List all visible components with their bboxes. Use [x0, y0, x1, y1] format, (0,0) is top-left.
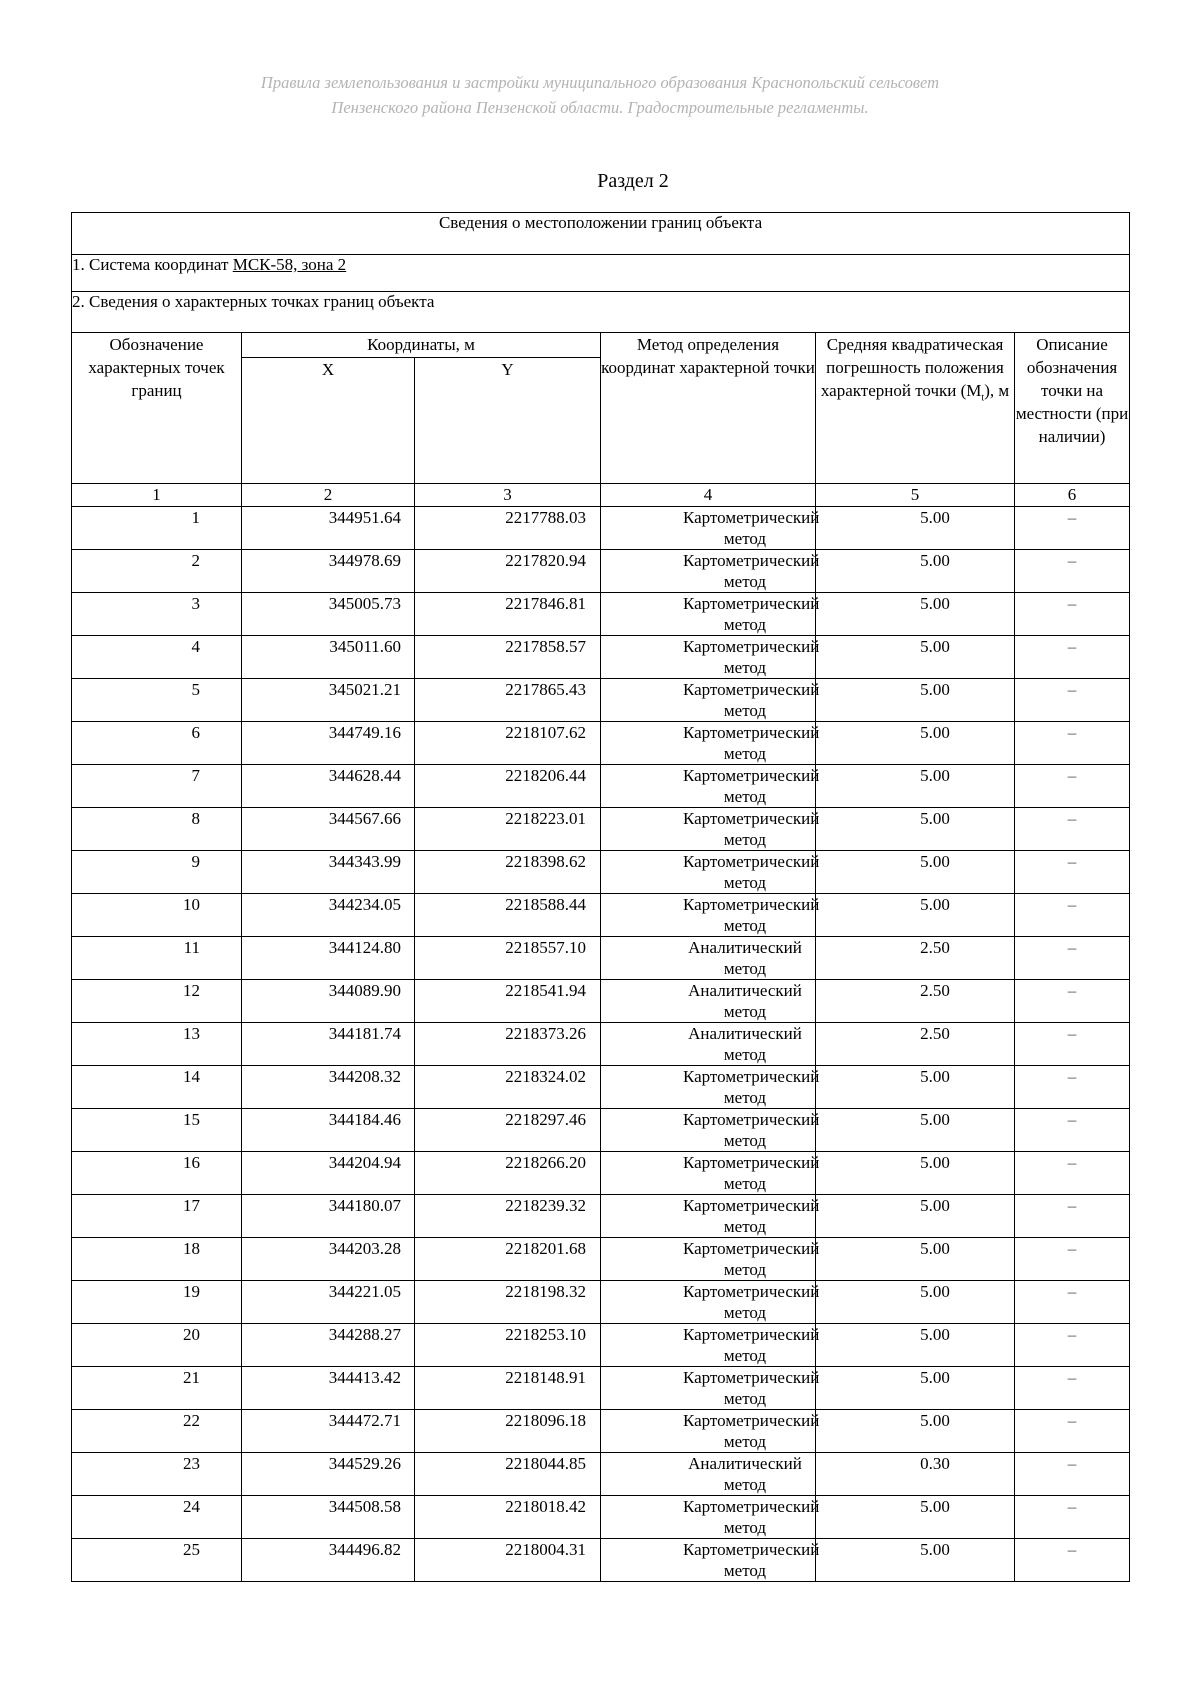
method: [601, 1324, 820, 1367]
coord-x: 344208.32: [242, 1066, 415, 1109]
description: –: [1015, 1152, 1130, 1195]
coord-x: 344234.05: [242, 894, 415, 937]
point-number: 3: [72, 593, 242, 636]
description: –: [1015, 507, 1130, 550]
coord-x: 345005.73: [242, 593, 415, 636]
description: –: [1015, 593, 1130, 636]
coord-x: 344203.28: [242, 1238, 415, 1281]
mean-error: 2.50: [816, 980, 1015, 1023]
mean-error: 5.00: [816, 1109, 1015, 1152]
method-text: Картометрический метод: [683, 852, 820, 892]
method-text: Картометрический метод: [683, 508, 820, 548]
coord-x: 344204.94: [242, 1152, 415, 1195]
mean-error: 2.50: [816, 937, 1015, 980]
running-header-line-1: Правила землепользования и застройки муниципального образования Краснопольский сельсовет: [260, 73, 940, 92]
method-text: Картометрический метод: [683, 1325, 820, 1365]
coord-x: 344529.26: [242, 1453, 415, 1496]
coord-x: 344508.58: [242, 1496, 415, 1539]
method-text: Картометрический метод: [683, 723, 820, 763]
method-text: Картометрический метод: [683, 637, 820, 677]
method: [601, 1195, 820, 1238]
running-header-line-2: Пензенского района Пензенской области. Градостроительные регламенты.: [331, 98, 869, 117]
section-title: Раздел 2: [597, 170, 669, 192]
method: [601, 1109, 820, 1152]
coord-y: 2218373.26: [415, 1023, 601, 1066]
point-number: 9: [72, 851, 242, 894]
method: [601, 1367, 820, 1410]
column-number: 2: [242, 484, 415, 507]
method: [601, 808, 820, 851]
coord-x: 344413.42: [242, 1367, 415, 1410]
mean-error: 5.00: [816, 1496, 1015, 1539]
method-text: Картометрический метод: [683, 895, 820, 935]
coord-y: 2218096.18: [415, 1410, 601, 1453]
description: –: [1015, 851, 1130, 894]
mean-error: 5.00: [816, 1066, 1015, 1109]
point-number: 16: [72, 1152, 242, 1195]
mean-error: 5.00: [816, 1410, 1015, 1453]
description: –: [1015, 1324, 1130, 1367]
coord-y: 2218107.62: [415, 722, 601, 765]
description: –: [1015, 1023, 1130, 1066]
column-number: 5: [816, 484, 1015, 507]
point-number: 7: [72, 765, 242, 808]
coord-x: 344221.05: [242, 1281, 415, 1324]
table-row: [72, 722, 1130, 765]
method-text: Картометрический метод: [683, 1497, 820, 1537]
mean-error: 5.00: [816, 765, 1015, 808]
table-row: [72, 1023, 1130, 1066]
point-number: 2: [72, 550, 242, 593]
method-text: Аналитический метод: [688, 1024, 802, 1064]
coord-y: 2218253.10: [415, 1324, 601, 1367]
coord-y: 2218266.20: [415, 1152, 601, 1195]
coord-x: 344089.90: [242, 980, 415, 1023]
description: –: [1015, 636, 1130, 679]
column-number: 3: [415, 484, 601, 507]
description: –: [1015, 980, 1130, 1023]
coord-x: 344124.80: [242, 937, 415, 980]
coordinate-system-value: МСК-58, зона 2: [232, 255, 347, 274]
coord-x: 344496.82: [242, 1539, 415, 1582]
col-header-y: Y: [415, 358, 601, 484]
coord-y: 2218018.42: [415, 1496, 601, 1539]
method-text: Картометрический метод: [683, 1110, 820, 1150]
point-number: 13: [72, 1023, 242, 1066]
col-header-method: Метод определения координат характерной точки: [601, 333, 816, 484]
method-text: Картометрический метод: [683, 1282, 820, 1322]
table-row: [72, 636, 1130, 679]
table-row: [72, 894, 1130, 937]
method-text: Картометрический метод: [683, 1540, 820, 1580]
mean-error: 5.00: [816, 1281, 1015, 1324]
mean-error: 5.00: [816, 507, 1015, 550]
coord-y: 2218206.44: [415, 765, 601, 808]
point-number: 25: [72, 1539, 242, 1582]
coord-y: 2218557.10: [415, 937, 601, 980]
point-number: 6: [72, 722, 242, 765]
coord-y: 2218201.68: [415, 1238, 601, 1281]
coord-x: 344184.46: [242, 1109, 415, 1152]
point-number: 17: [72, 1195, 242, 1238]
method: [601, 636, 820, 679]
coord-y: 2217865.43: [415, 679, 601, 722]
mean-error: 5.00: [816, 1238, 1015, 1281]
coord-x: 345011.60: [242, 636, 415, 679]
boundary-points-table: [71, 212, 1130, 1582]
table-row: [72, 1367, 1130, 1410]
method-text: Картометрический метод: [683, 1153, 820, 1193]
point-number: 21: [72, 1367, 242, 1410]
method: [601, 851, 820, 894]
mean-error: 5.00: [816, 808, 1015, 851]
method: [601, 1281, 820, 1324]
column-number: 4: [601, 484, 816, 507]
method-text: Картометрический метод: [683, 551, 820, 591]
mean-error: 5.00: [816, 894, 1015, 937]
coord-x: 344288.27: [242, 1324, 415, 1367]
coord-x: 344951.64: [242, 507, 415, 550]
coord-x: 344628.44: [242, 765, 415, 808]
description: –: [1015, 550, 1130, 593]
method: [601, 894, 820, 937]
point-number: 1: [72, 507, 242, 550]
method: [601, 980, 816, 1023]
mean-error: 5.00: [816, 636, 1015, 679]
mean-error: 0.30: [816, 1453, 1015, 1496]
coord-y: 2218324.02: [415, 1066, 601, 1109]
description: –: [1015, 1195, 1130, 1238]
table-row: [72, 1539, 1130, 1582]
coord-y: 2218588.44: [415, 894, 601, 937]
method: [601, 722, 820, 765]
table-row: [72, 937, 1130, 980]
col-header-error: [816, 333, 1015, 484]
coord-y: 2217788.03: [415, 507, 601, 550]
point-number: 14: [72, 1066, 242, 1109]
table-row: [72, 593, 1130, 636]
col-header-error-sub: t: [981, 392, 985, 404]
table-row: [72, 1066, 1130, 1109]
coordinate-system: [72, 255, 1130, 292]
point-number: 5: [72, 679, 242, 722]
mean-error: 5.00: [816, 1367, 1015, 1410]
method: [601, 1410, 820, 1453]
mean-error: 5.00: [816, 851, 1015, 894]
point-number: 23: [72, 1453, 242, 1496]
description: –: [1015, 1367, 1130, 1410]
coord-x: 344567.66: [242, 808, 415, 851]
coord-y: 2218541.94: [415, 980, 601, 1023]
column-number-row: [72, 484, 1130, 507]
description: –: [1015, 808, 1130, 851]
table-row: [72, 980, 1130, 1023]
header-row-1: [72, 333, 1130, 358]
point-number: 8: [72, 808, 242, 851]
description: –: [1015, 1539, 1130, 1582]
table-row: [72, 507, 1130, 550]
coord-y: 2218239.32: [415, 1195, 601, 1238]
method-text: Картометрический метод: [683, 809, 820, 849]
coordinate-system-label: 1. Система координат: [72, 255, 233, 274]
coord-y: 2217858.57: [415, 636, 601, 679]
mean-error: 5.00: [816, 1152, 1015, 1195]
method: [601, 765, 820, 808]
method-text: Картометрический метод: [683, 1368, 820, 1408]
mean-error: 5.00: [816, 679, 1015, 722]
point-number: 4: [72, 636, 242, 679]
point-number: 19: [72, 1281, 242, 1324]
mean-error: 5.00: [816, 1324, 1015, 1367]
coord-x: 344343.99: [242, 851, 415, 894]
points-title-row: [72, 292, 1130, 333]
mean-error: 5.00: [816, 550, 1015, 593]
mean-error: 5.00: [816, 722, 1015, 765]
coord-y: 2218297.46: [415, 1109, 601, 1152]
description: –: [1015, 765, 1130, 808]
method: [601, 679, 820, 722]
point-number: 18: [72, 1238, 242, 1281]
description: –: [1015, 894, 1130, 937]
method-text: Картометрический метод: [683, 594, 820, 634]
description: –: [1015, 1238, 1130, 1281]
point-number: 24: [72, 1496, 242, 1539]
table-row: [72, 1109, 1130, 1152]
points-title: 2. Сведения о характерных точках границ объекта: [72, 292, 1130, 333]
coord-y: 2218148.91: [415, 1367, 601, 1410]
method: [601, 1066, 820, 1109]
coord-x: 344472.71: [242, 1410, 415, 1453]
coord-y: 2217846.81: [415, 593, 601, 636]
coord-x: 344749.16: [242, 722, 415, 765]
coord-y: 2218223.01: [415, 808, 601, 851]
table-row: [72, 1281, 1130, 1324]
running-header: [0, 70, 1200, 120]
description: –: [1015, 679, 1130, 722]
table-row: [72, 851, 1130, 894]
description: –: [1015, 937, 1130, 980]
col-header-coordinates: Координаты, м: [242, 333, 601, 358]
method-text: Аналитический метод: [688, 938, 802, 978]
method: [601, 1238, 820, 1281]
description: –: [1015, 722, 1130, 765]
coordinate-system-row: [72, 255, 1130, 292]
description: –: [1015, 1453, 1130, 1496]
description: –: [1015, 1281, 1130, 1324]
table-row: [72, 1152, 1130, 1195]
table-row: [72, 1496, 1130, 1539]
col-header-x: X: [242, 358, 415, 484]
point-number: 10: [72, 894, 242, 937]
method-text: Картометрический метод: [683, 766, 820, 806]
coord-y: 2218398.62: [415, 851, 601, 894]
method: [601, 1023, 816, 1066]
mean-error: 2.50: [816, 1023, 1015, 1066]
point-number: 15: [72, 1109, 242, 1152]
coord-y: 2218198.32: [415, 1281, 601, 1324]
method: [601, 1453, 816, 1496]
column-number: 6: [1015, 484, 1130, 507]
description: –: [1015, 1109, 1130, 1152]
table-row: [72, 1410, 1130, 1453]
method-text: Картометрический метод: [683, 1067, 820, 1107]
col-header-error-text: Средняя квадратическая погрешность положения характерной точки (M: [820, 335, 1004, 400]
coord-y: 2218044.85: [415, 1453, 601, 1496]
coord-y: 2218004.31: [415, 1539, 601, 1582]
description: –: [1015, 1066, 1130, 1109]
method-text: Картометрический метод: [683, 1239, 820, 1279]
coord-x: 345021.21: [242, 679, 415, 722]
method: [601, 1539, 820, 1582]
table-title: Сведения о местоположении границ объекта: [72, 213, 1130, 255]
point-number: 12: [72, 980, 242, 1023]
description: –: [1015, 1410, 1130, 1453]
col-header-error-tail: ), м: [984, 381, 1010, 400]
method: [601, 593, 820, 636]
table-row: [72, 679, 1130, 722]
method-text: Картометрический метод: [683, 1196, 820, 1236]
col-header-description: Описание обозначения точки на местности (при наличии): [1015, 333, 1130, 484]
method: [601, 1152, 820, 1195]
table-row: [72, 1324, 1130, 1367]
table-row: [72, 1238, 1130, 1281]
coord-x: 344978.69: [242, 550, 415, 593]
coord-x: 344180.07: [242, 1195, 415, 1238]
method: [601, 1496, 820, 1539]
point-number: 20: [72, 1324, 242, 1367]
table-row: [72, 808, 1130, 851]
mean-error: 5.00: [816, 1195, 1015, 1238]
col-header-designation: Обозначение характерных точек границ: [72, 333, 242, 484]
point-number: 11: [72, 937, 242, 980]
coord-y: 2217820.94: [415, 550, 601, 593]
method-text: Картометрический метод: [683, 1411, 820, 1451]
description: –: [1015, 1496, 1130, 1539]
column-number: 1: [72, 484, 242, 507]
method: [601, 550, 820, 593]
coord-x: 344181.74: [242, 1023, 415, 1066]
table-title-row: [72, 213, 1130, 255]
method: [601, 937, 816, 980]
table-row: [72, 1195, 1130, 1238]
mean-error: 5.00: [816, 1539, 1015, 1582]
table-row: [72, 1453, 1130, 1496]
mean-error: 5.00: [816, 593, 1015, 636]
method-text: Аналитический метод: [688, 981, 802, 1021]
table-row: [72, 550, 1130, 593]
point-number: 22: [72, 1410, 242, 1453]
method-text: Картометрический метод: [683, 680, 820, 720]
table-row: [72, 765, 1130, 808]
method-text: Аналитический метод: [688, 1454, 802, 1494]
method: [601, 507, 820, 550]
